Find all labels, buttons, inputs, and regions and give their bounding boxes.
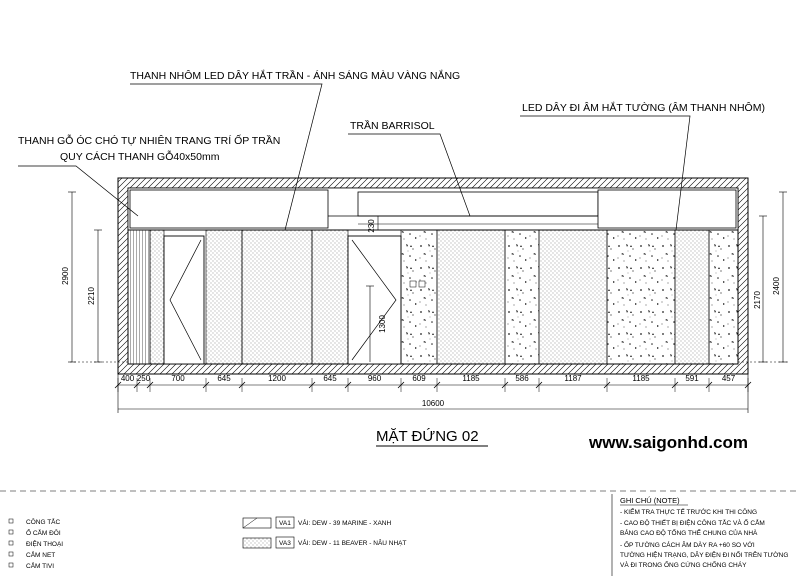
wood-slat-panel (128, 230, 150, 364)
dim-left-outer: 2900 (61, 267, 70, 285)
legend-symbol-2: ĐIỆN THOẠI (26, 541, 64, 548)
symbol-legend (9, 517, 63, 570)
website-link[interactable]: www.saigonhd.com (589, 433, 748, 452)
note-line-1: - CAO ĐỘ THIẾT BỊ ĐIỆN CÔNG TẮC VÀ Ổ CẮM (620, 520, 765, 527)
dim-door-handle: 1300 (378, 315, 387, 333)
dim-segment-label: 645 (217, 374, 231, 383)
dim-total: 10600 (421, 399, 445, 408)
legend-symbol-4: CẮM TIVI (26, 563, 55, 570)
note-line-3: - ỐP TƯỜNG CÁCH ÂM DÀY RA +60 SO VỚI (620, 542, 755, 549)
annotation-wood-line1: THANH GỖ ÓC CHÓ TỰ NHIÊN TRANG TRÍ ỐP TRẦN (18, 135, 281, 147)
dim-segment-label: 645 (323, 374, 337, 383)
material-code-va1: VA1 (279, 520, 291, 527)
dim-segment-label: 960 (367, 374, 382, 383)
dim-segment-label: 700 (171, 374, 185, 383)
note-line-0: - KIỂM TRA THỰC TẾ TRƯỚC KHI THI CÔNG (620, 509, 758, 516)
legend-symbol-3: CẮM NET (26, 552, 56, 559)
legend-symbol-1: Ổ CẮM ĐÔI (26, 530, 61, 537)
material-text-va3: VẢI: DEW - 11 BEAVER - NÂU NHẠT (298, 540, 407, 547)
dim-segment-label: 250 (136, 374, 151, 383)
annotation-led-wall: LED DÂY ĐI ÂM HẮT TƯỜNG (ÂM THANH NHÔM) (522, 102, 765, 114)
material-code-va3: VA3 (279, 540, 291, 547)
annotation-led-ceiling: THANH NHÔM LED DÂY HẮT TRẦN - ÁNH SÁNG MÀU VÀNG NẮNG (130, 70, 461, 82)
ceiling-band (128, 188, 738, 230)
annotation-barrisol: TRẦN BARRISOL (350, 120, 435, 132)
dim-labels (121, 374, 736, 383)
legend-symbol-0: CÔNG TẮC (26, 519, 61, 526)
dim-segment-label: 1200 (268, 374, 286, 383)
door-right (348, 236, 401, 364)
notes-heading: GHI CHÚ (NOTE) (620, 496, 680, 505)
dim-segment-label: 1187 (564, 374, 582, 383)
notes-box (612, 494, 788, 576)
dim-segment-label: 586 (515, 374, 529, 383)
wall-panels (128, 230, 738, 364)
dim-segment-label: 609 (412, 374, 426, 383)
drawing-title: MẶT ĐỨNG 02 (376, 428, 479, 445)
material-text-va1: VẢI: DEW - 39 MARINE - XANH (298, 520, 392, 527)
note-line-5: VÀ ĐI TRONG ỐNG CỨNG CHỐNG CHÁY (620, 562, 747, 569)
dim-right-outer: 2400 (772, 277, 781, 295)
note-line-2: BẢNG CAO ĐỘ TỔNG THỂ CHUNG CỦA NHÀ (620, 530, 758, 537)
material-legend (243, 517, 407, 548)
dim-segment-label: 400 (120, 374, 135, 383)
dim-gap: 230 (367, 219, 376, 233)
dim-right-inner: 2170 (753, 291, 762, 309)
dim-left-inner: 2210 (87, 287, 96, 305)
dim-segment-label: 591 (685, 374, 699, 383)
dim-segment-label: 1185 (632, 374, 650, 383)
note-line-4: TƯỜNG HIỆN TRẠNG, DÂY ĐIỆN ĐI NỔI TRÊN TƯỜNG (620, 552, 789, 559)
dim-segment-label: 1185 (462, 374, 480, 383)
annotation-wood-line2: QUY CÁCH THANH GỖ40x50mm (60, 151, 220, 163)
dim-segment-label: 457 (721, 374, 736, 383)
